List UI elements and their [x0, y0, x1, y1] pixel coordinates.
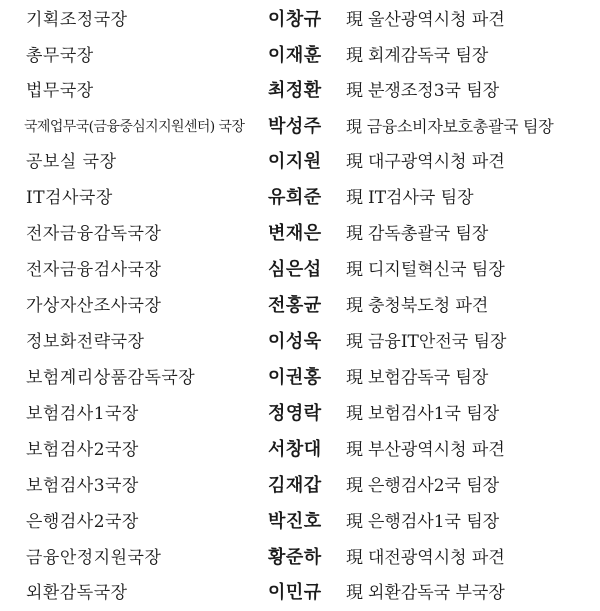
department-title: 정보화전략국장: [26, 332, 145, 352]
appointee-name: 정영락: [268, 403, 322, 424]
list-row: [0, 324, 600, 360]
current-marker: 現: [346, 81, 363, 101]
department-title: 전자금융검사국장: [26, 260, 162, 280]
previous-position: [346, 432, 505, 468]
appointee-name: 유희준: [268, 187, 322, 208]
previous-position: [346, 144, 505, 180]
previous-position: [346, 396, 499, 432]
previous-position-text: 회계감독국 팀장: [368, 46, 489, 66]
previous-position-text: 외환감독국 부국장: [368, 583, 505, 603]
current-marker: 現: [346, 583, 363, 603]
previous-position-text: 울산광역시청 파견: [368, 10, 505, 30]
current-marker: 現: [346, 404, 363, 424]
department-title: 보험검사2국장: [26, 440, 139, 460]
previous-position-text: 대전광역시청 파견: [368, 548, 505, 568]
appointee-name: 서창대: [268, 439, 322, 460]
list-row: [0, 144, 600, 180]
previous-position: [346, 504, 499, 540]
department-title: 공보실 국장: [26, 152, 117, 172]
previous-position-text: 은행검사1국 팀장: [368, 512, 500, 532]
previous-position: [346, 38, 488, 74]
department-title: 은행검사2국장: [26, 512, 139, 532]
previous-position-text: 디지털혁신국 팀장: [368, 260, 505, 280]
department-title: 국제업무국(금융중심지지원센터) 국장: [24, 119, 245, 135]
appointee-name: 심은섭: [268, 259, 322, 280]
current-marker: 現: [346, 368, 363, 388]
previous-position: [346, 288, 488, 324]
department-title: 법무국장: [26, 81, 94, 101]
previous-position: [346, 360, 488, 396]
list-row: [0, 109, 600, 145]
list-row: [0, 2, 600, 38]
current-marker: 現: [346, 332, 363, 352]
department-title: 총무국장: [26, 46, 94, 66]
department-title: 기획조정국장: [26, 10, 128, 30]
previous-position: [346, 109, 553, 145]
department-title: IT검사국장: [26, 188, 113, 208]
previous-position-text: 금융IT안전국 팀장: [368, 332, 507, 352]
department-title: 전자금융감독국장: [26, 224, 162, 244]
previous-position: [346, 575, 505, 611]
list-row: [0, 73, 600, 109]
current-marker: 現: [346, 117, 362, 136]
department-title: 금융안정지원국장: [26, 548, 162, 568]
current-marker: 現: [346, 46, 363, 66]
list-row: [0, 216, 600, 252]
previous-position-text: 충청북도청 파견: [368, 296, 489, 316]
previous-position: [346, 73, 499, 109]
previous-position-text: 대구광역시청 파견: [368, 152, 505, 172]
appointee-name: 이민규: [268, 582, 322, 603]
previous-position-text: 금융소비자보호총괄국 팀장: [366, 117, 554, 136]
current-marker: 現: [346, 548, 363, 568]
list-row: [0, 180, 600, 216]
previous-position-text: 보험검사1국 팀장: [368, 404, 500, 424]
current-marker: 現: [346, 260, 363, 280]
previous-position: [346, 216, 488, 252]
previous-position: [346, 252, 505, 288]
list-row: [0, 504, 600, 540]
appointee-name: 이권홍: [268, 367, 322, 388]
department-title: 보험계리상품감독국장: [26, 368, 196, 388]
previous-position: [346, 324, 506, 360]
appointee-name: 변재은: [268, 223, 322, 244]
appointee-name: 이지원: [268, 151, 322, 172]
appointee-name: 박진호: [268, 511, 322, 532]
appointee-name: 김재갑: [268, 475, 322, 496]
list-row: [0, 360, 600, 396]
appointee-name: 이창규: [268, 9, 322, 30]
department-title: 보험검사3국장: [26, 476, 139, 496]
previous-position-text: 감독총괄국 팀장: [368, 224, 489, 244]
list-row: [0, 38, 600, 74]
appointee-name: 이성욱: [268, 331, 322, 352]
list-row: [0, 468, 600, 504]
department-title: 보험검사1국장: [26, 404, 139, 424]
previous-position: [346, 540, 505, 576]
previous-position: [346, 2, 505, 38]
previous-position: [346, 468, 499, 504]
current-marker: 現: [346, 224, 363, 244]
current-marker: 現: [346, 476, 363, 496]
current-marker: 現: [346, 188, 363, 208]
current-marker: 現: [346, 152, 363, 172]
list-row: [0, 252, 600, 288]
list-row: [0, 432, 600, 468]
current-marker: 現: [346, 296, 363, 316]
previous-position-text: 분쟁조정3국 팀장: [368, 81, 500, 101]
previous-position: [346, 180, 474, 216]
department-title: 가상자산조사국장: [26, 296, 162, 316]
current-marker: 現: [346, 512, 363, 532]
list-row: [0, 540, 600, 576]
department-title: 외환감독국장: [26, 583, 128, 603]
appointee-name: 전홍균: [268, 295, 322, 316]
list-row: [0, 396, 600, 432]
previous-position-text: 보험감독국 팀장: [368, 368, 489, 388]
previous-position-text: 은행검사2국 팀장: [368, 476, 500, 496]
appointee-name: 이재훈: [268, 45, 322, 66]
current-marker: 現: [346, 10, 363, 30]
appointee-name: 황준하: [268, 547, 322, 568]
appointee-name: 최정환: [268, 80, 322, 101]
previous-position-text: 부산광역시청 파견: [368, 440, 505, 460]
appointee-name: 박성주: [268, 116, 322, 137]
list-row: [0, 575, 600, 611]
list-row: [0, 288, 600, 324]
previous-position-text: IT검사국 팀장: [368, 188, 474, 208]
current-marker: 現: [346, 440, 363, 460]
